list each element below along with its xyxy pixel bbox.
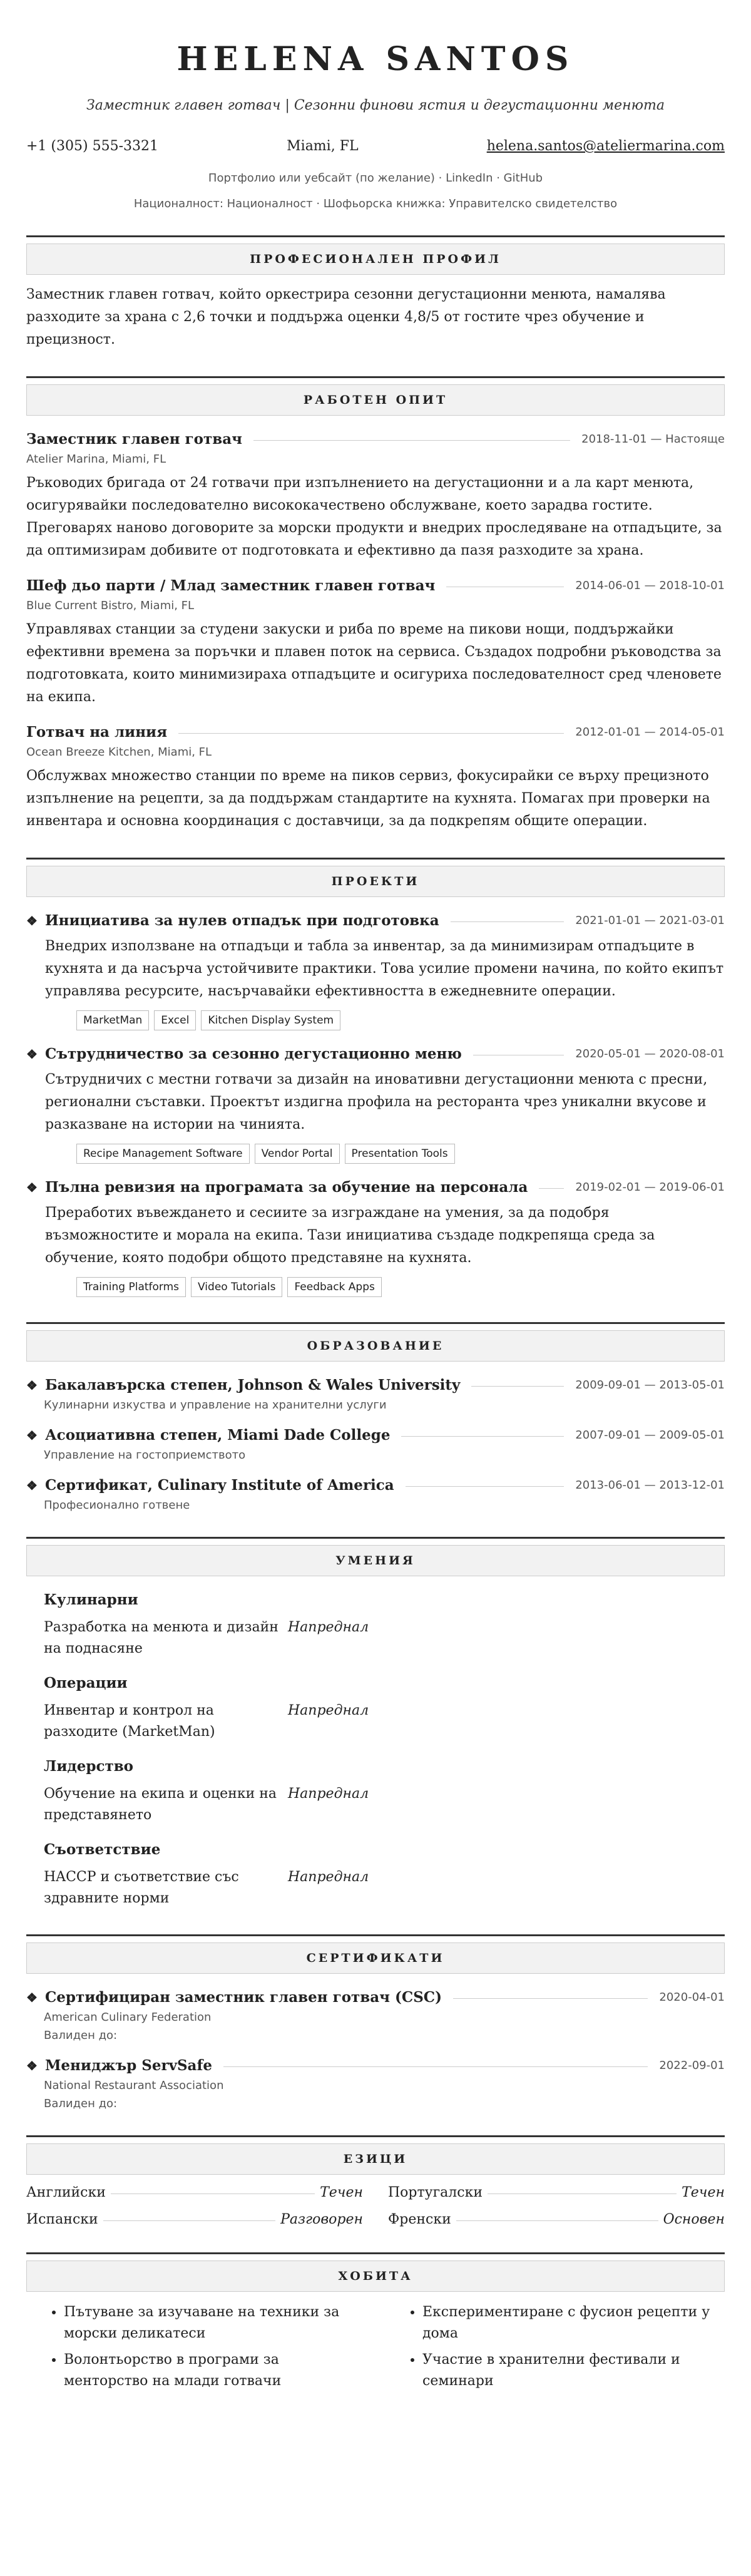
certification-name: Мениджър ServSafe (44, 2057, 212, 2074)
skill-category: Операции (44, 1675, 128, 1691)
hobby-item: • Пътуване за изучаване на техники за морски деликатеси (64, 2302, 366, 2344)
job-description: Обслужвах множество станции по време на пиков сервиз, фокусирайки се върху прецизното изпълнение на рецепти, за да поддържам стандартите на кухнята. Помагах при проверки на инвентара и основна координация с доставчици, за да подкрепям общите операции. (26, 768, 710, 829)
hobby-item: • Експериментиране с фусион рецепти у дома (422, 2302, 725, 2344)
headline: Заместник главен готвач | Сезонни финови ястия и дегустационни менюта (86, 98, 665, 113)
tool-tag: Presentation Tools (345, 1144, 455, 1164)
tool-tag: Feedback Apps (287, 1277, 381, 1297)
diamond-bullet-icon: ❖ (26, 2058, 38, 2073)
project-dates: 2019-02-01 — 2019-06-01 (575, 1181, 725, 1194)
leader-line (223, 2066, 648, 2067)
diamond-bullet-icon: ❖ (26, 1180, 38, 1195)
education-dates: 2007-09-01 — 2009-05-01 (575, 1429, 725, 1442)
employer: Atelier Marina, Miami, FL (26, 453, 166, 466)
profile-links: Портфолио или уебсайт (по желание) · LinkedIn · GitHub (208, 172, 543, 185)
employer: Blue Current Bistro, Miami, FL (26, 599, 195, 612)
section-title: ХОБИТА (26, 2260, 725, 2292)
leader-line (456, 2220, 658, 2221)
hobby-item: • Волонтьорство в програми за менторство на млади готвачи (64, 2349, 366, 2392)
education-section (26, 1322, 725, 1512)
tool-tag: Kitchen Display System (201, 1010, 340, 1030)
degree: Сертификат, Culinary Institute of America (44, 1477, 394, 1494)
skill-level: Напреднал (288, 1869, 369, 1885)
diamond-bullet-icon: ❖ (26, 1378, 38, 1393)
diamond-bullet-icon: ❖ (26, 1428, 38, 1443)
skills-list (26, 1591, 725, 1909)
leader-line (453, 1998, 648, 1999)
location: Miami, FL (287, 138, 359, 154)
field-of-study: Професионално готвене (44, 1499, 190, 1512)
tag-list (26, 1277, 725, 1297)
skill-category: Лидерство (44, 1758, 134, 1775)
project-description: Внедрих използване на отпадъци и табла за инвентар, за да минимизирам отпадъците в кухнята и да насърча устойчивите практики. Това усилие промени начина, по който екипът управлява ресурсите, насърчавайки ефективността в ежедневните операции. (45, 938, 724, 999)
experience-entry (26, 724, 725, 833)
tag-list (26, 1010, 725, 1030)
education-dates: 2013-06-01 — 2013-12-01 (575, 1479, 725, 1492)
language-name: Испански (26, 2212, 98, 2227)
section-title: СЕРТИФИКАТИ (26, 1942, 725, 1974)
job-description: Ръководих бригада от 24 готвачи при изпълнението на дегустационни и а ла карт менюта, осигурявайки последователно висококачествено обслужване, което зарадва гостите. Преговарях наново договорите за морски продукти и внедрих проследяване на отпадъците, за да оптимизирам добивите от подготовката и ефективно да пазя разходите за храна. (26, 475, 722, 558)
tag-list (26, 1144, 725, 1164)
candidate-name: HELENA SANTOS (176, 40, 575, 78)
job-description: Управлявах станции за студени закуски и риба по време на пикови нощи, поддържайки ефективни времена за поръчки и плавен поток на сервиса. Създадох подробни ръководства за подготовката, които минимизираха отпадъците и осигуриха последователност сред членовете на екипа. (26, 622, 722, 705)
project-dates: 2021-01-01 — 2021-03-01 (575, 914, 725, 927)
project-entry (26, 1179, 725, 1297)
skill-name: Разработка на менюта и дизайн на поднасяне (44, 1619, 278, 1656)
hobby-item: • Участие в хранителни фестивали и семинари (422, 2349, 725, 2392)
diamond-bullet-icon: ❖ (26, 1990, 38, 2005)
email-link[interactable]: helena.santos@ateliermarina.com (486, 138, 725, 154)
skill-row (44, 1867, 725, 1909)
project-entry (26, 1045, 725, 1164)
leader-line (471, 1386, 564, 1387)
certification-name: Сертифициран заместник главен готвач (CSC) (44, 1989, 442, 2006)
language-name: Френски (388, 2212, 451, 2227)
tool-tag: MarketMan (76, 1010, 149, 1030)
hobbies-section (26, 2252, 725, 2397)
language-level: Течен (682, 2185, 725, 2200)
section-title: ОБРАЗОВАНИЕ (26, 1330, 725, 1362)
section-title: ЕЗИЦИ (26, 2143, 725, 2175)
skill-row (44, 1700, 725, 1743)
leader-line (401, 1436, 564, 1437)
leader-line (539, 1188, 564, 1189)
job-title: Готвач на линия (26, 724, 168, 741)
section-title: ПРОЕКТИ (26, 866, 725, 897)
job-dates: 2012-01-01 — 2014-05-01 (575, 726, 725, 739)
leader-line (253, 440, 570, 441)
skill-level: Напреднал (288, 1619, 369, 1635)
valid-until: Валиден до: (44, 2029, 118, 2042)
education-entry (26, 1377, 725, 1412)
skill-name: HACCP и съответствие със здравните норми (44, 1869, 239, 1906)
contact-row (26, 138, 725, 154)
skill-category: Съответствие (44, 1841, 161, 1858)
language-name: Английски (26, 2185, 106, 2200)
experience-entry (26, 431, 725, 562)
job-dates: 2018-11-01 — Настояще (581, 433, 725, 446)
diamond-bullet-icon: ❖ (26, 1047, 38, 1062)
skill-level: Напреднал (288, 1786, 369, 1802)
job-title: Заместник главен готвач (26, 431, 242, 448)
project-dates: 2020-05-01 — 2020-08-01 (575, 1047, 725, 1060)
project-description: Сътрудничих с местни готвачи за дизайн на иновативни дегустационни менюта с пресни, регионални съставки. Проектът издигна профила на ресторанта чрез уникални вкусове и разказване на истории на чинията. (45, 1072, 708, 1132)
language-level: Разговорен (280, 2212, 363, 2227)
language-name: Португалски (388, 2185, 483, 2200)
leader-line (178, 733, 564, 734)
tool-tag: Video Tutorials (191, 1277, 282, 1297)
language-item (388, 2212, 725, 2227)
skill-name: Инвентар и контрол на разходите (MarketMan) (44, 1703, 215, 1740)
language-level: Основен (663, 2212, 725, 2227)
projects-section (26, 858, 725, 1297)
certification-date: 2020-04-01 (659, 1991, 725, 2004)
leader-line (103, 2220, 275, 2221)
certifications-section (26, 1934, 725, 2110)
tool-tag: Recipe Management Software (76, 1144, 250, 1164)
section-title: ПРОФЕСИОНАЛЕН ПРОФИЛ (26, 244, 725, 275)
project-name: Пълна ревизия на програмата за обучение на персонала (44, 1179, 528, 1196)
field-of-study: Кулинарни изкуства и управление на хранителни услуги (44, 1398, 387, 1412)
section-title: УМЕНИЯ (26, 1545, 725, 1576)
degree: Асоциативна степен, Miami Dade College (44, 1427, 391, 1444)
issuer: American Culinary Federation (44, 2011, 212, 2024)
skill-row (44, 1783, 725, 1826)
language-item (388, 2185, 725, 2200)
project-name: Сътрудничество за сезонно дегустационно меню (44, 1045, 462, 1062)
certification-date: 2022-09-01 (659, 2059, 725, 2072)
leader-line (406, 1486, 565, 1487)
personal-details: Националност: Националност · Шофьорска книжка: Управителско свидетелство (133, 197, 618, 210)
job-dates: 2014-06-01 — 2018-10-01 (575, 579, 725, 592)
section-title: РАБОТЕН ОПИТ (26, 384, 725, 416)
skill-row (44, 1617, 725, 1660)
language-item (26, 2212, 363, 2227)
phone: +1 (305) 555-3321 (26, 138, 158, 154)
valid-until: Валиден до: (44, 2097, 118, 2110)
experience-section (26, 376, 725, 833)
skills-section (26, 1537, 725, 1909)
employer: Ocean Breeze Kitchen, Miami, FL (26, 746, 212, 759)
job-title: Шеф дьо парти / Млад заместник главен готвач (26, 577, 436, 594)
experience-entry (26, 577, 725, 709)
project-description: Преработих въвеждането и сесиите за изграждане на умения, за да подобря възможностите и морала на екипа. Тази инициатива създаде подкрепяща среда за обучение, която подобри общото представяне на кухнята. (45, 1205, 655, 1266)
issuer: National Restaurant Association (44, 2079, 224, 2092)
profile-summary: Заместник главен готвач, който оркестрира сезонни дегустационни менюта, намалява разходите за храна с 2,6 точки и поддържа оценки 4,8/5 от гостите чрез обучение и прецизност. (26, 287, 666, 347)
skill-name: Обучение на екипа и оценки на представянето (44, 1786, 277, 1823)
education-entry (26, 1477, 725, 1512)
project-name: Инициатива за нулев отпадък при подготовка (44, 912, 439, 929)
profile-section (26, 235, 725, 351)
languages-section (26, 2135, 725, 2227)
skill-category: Кулинарни (44, 1591, 138, 1608)
hobbies-list (26, 2302, 725, 2397)
diamond-bullet-icon: ❖ (26, 1478, 38, 1493)
tool-tag: Excel (154, 1010, 196, 1030)
languages-grid (26, 2185, 725, 2227)
tool-tag: Training Platforms (76, 1277, 186, 1297)
language-item (26, 2185, 363, 2200)
degree: Бакалавърска степен, Johnson & Wales University (44, 1377, 461, 1393)
project-entry (26, 912, 725, 1030)
tool-tag: Vendor Portal (255, 1144, 340, 1164)
education-entry (26, 1427, 725, 1462)
field-of-study: Управление на гостоприемството (44, 1449, 246, 1462)
education-dates: 2009-09-01 — 2013-05-01 (575, 1378, 725, 1392)
certification-entry (26, 2057, 725, 2110)
language-level: Течен (320, 2185, 363, 2200)
leader-line (451, 921, 565, 922)
diamond-bullet-icon: ❖ (26, 913, 38, 928)
skill-level: Напреднал (288, 1703, 369, 1718)
certification-entry (26, 1989, 725, 2042)
